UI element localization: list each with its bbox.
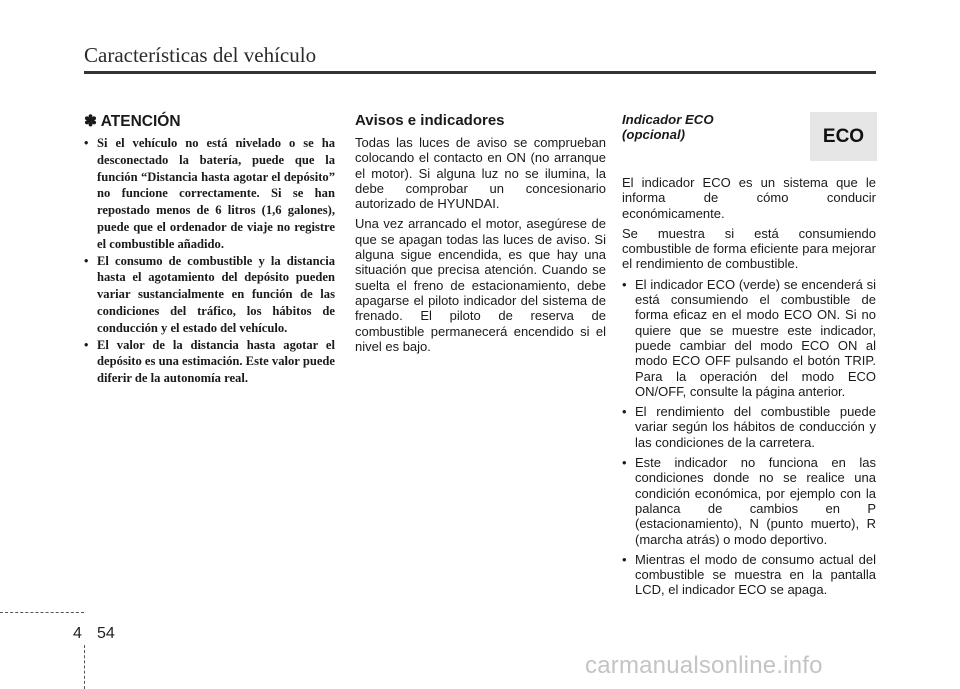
eco-item: • El indicador ECO (verde) se encenderá si está consumiendo el combustible de forma eficaz en el modo ECO ON. Si no quiere que se muestre este indicador, puede cambiar del modo ECO ON al modo ECO OFF pulsando el botón TRIP. Para la operación del modo ECO ON/OFF, consulte la página anterior. <box>622 277 876 399</box>
attention-item: • Si el vehículo no está nivelado o se ha desconectado la batería, puede que la función “Distancia hasta agotar el depósito” no funcione correctamente. Si se han repostado menos de 6 litros (1,6 galones), puede que el ordenador de viaje no registre el combustible añadido. <box>84 135 335 253</box>
attention-item: • El consumo de combustible y la distancia hasta el agotamiento del depósito pueden variar sustancialmente en función de las condiciones del tráfico, los hábitos de conducción y el estado del vehículo. <box>84 253 335 337</box>
eco-title-text: Indicador ECO (opcional) <box>622 112 714 142</box>
eco-item: • Este indicador no funciona en las condiciones donde no se realice una condición económica, por ejemplo con la palanca de cambios en P (estacionamiento), N (punto muerto), R (marcha atrás) o modo deportivo. <box>622 455 876 547</box>
page-header-title: Características del vehículo <box>84 43 317 67</box>
attention-title: ✽ ATENCIÓN <box>84 113 181 130</box>
header-rule <box>84 71 876 74</box>
footer-vertical-rule <box>84 645 86 689</box>
warnings-paragraph: Todas las luces de aviso se comprueban colocando el contacto en ON (no arranque el motor). Si alguna luz no se ilumina, la debe comprobar un concesionario autorizado de HYUNDAI. <box>355 135 606 212</box>
eco-indicator-icon <box>810 112 877 161</box>
attention-column <box>84 112 335 387</box>
eco-item: • El rendimiento del combustible puede variar según los hábitos de conducción y las condiciones de la carretera. <box>622 404 876 450</box>
attention-item: • El valor de la distancia hasta agotar el depósito es una estimación. Este valor puede diferir de la autonomía real. <box>84 337 335 387</box>
eco-list <box>622 277 876 598</box>
eco-column <box>622 112 876 603</box>
warnings-paragraph: Una vez arrancado el motor, asegúrese de que se apagan todas las luces de aviso. Si alguna sigue encendida, es que hay una situación que precisa atención. Cuando se suelta el freno de estacionamiento, debe apagarse el piloto indicador del sistema de frenado. El piloto de reserva de combustible permanecerá encendido si el nivel es bajo. <box>355 216 606 354</box>
warnings-column <box>355 112 606 359</box>
eco-badge-label: ECO <box>822 125 865 147</box>
chapter-number: 4 <box>73 625 82 642</box>
attention-list <box>84 135 335 387</box>
warnings-title: Avisos e indicadores <box>355 112 505 129</box>
page-number: 54 <box>97 625 115 642</box>
footer-horizontal-rule <box>0 612 84 614</box>
eco-paragraph: Se muestra si está consumiendo combustible de forma eficiente para mejorar el rendimiento de combustible. <box>622 225 876 272</box>
eco-paragraph: El indicador ECO es un sistema que le informa de cómo conducir económicamente. <box>622 175 876 221</box>
watermark: carmanualsonline.info <box>585 652 823 679</box>
eco-item: • Mientras el modo de consumo actual del combustible se muestra en la pantalla LCD, el indicador ECO se apaga. <box>622 552 876 598</box>
